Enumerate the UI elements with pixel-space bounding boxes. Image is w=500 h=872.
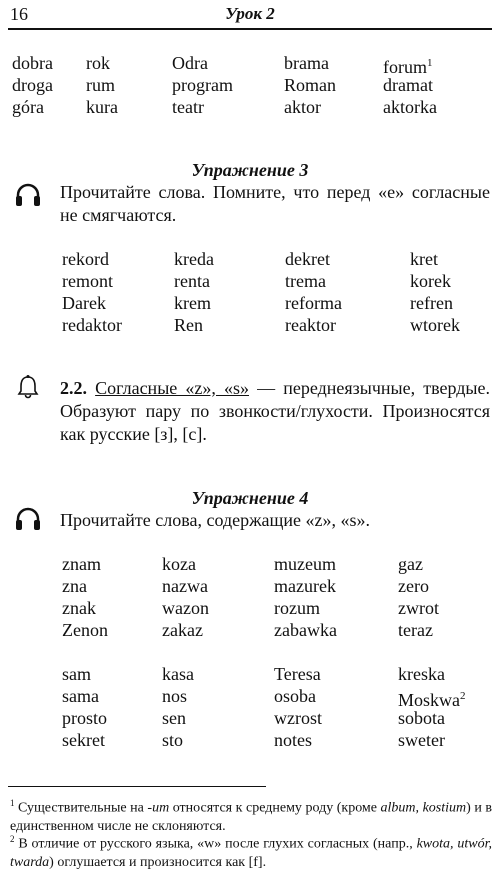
word: sen (162, 708, 186, 728)
word: Teresa (274, 664, 321, 684)
word: refren (410, 293, 453, 313)
footnote-text: относятся к среднему роду (кроме (169, 800, 381, 816)
word: wtorek (410, 315, 460, 335)
footnote-text: Существительные на (14, 800, 148, 816)
word: sobota (398, 708, 445, 728)
footnote-text: ) и в единственном числе не склоняются. (10, 800, 492, 834)
table-row (0, 597, 500, 619)
word: wazon (162, 598, 209, 618)
headphones-icon (14, 506, 42, 537)
footnote-text: ) оглушается и произносится как [f]. (49, 854, 267, 870)
word: prosto (62, 708, 107, 728)
footnote-rule (8, 786, 266, 787)
word: nazwa (162, 576, 208, 596)
word: droga (12, 75, 53, 95)
table-row (0, 96, 500, 118)
word: brama (284, 53, 329, 73)
rule-text: — переднеязычные, твердые. Образуют пару по звонкости/глухости. Произносятся как русские [з], [с]. (60, 378, 490, 444)
word: kreda (174, 249, 214, 269)
word: koza (162, 554, 196, 574)
table-row (0, 553, 500, 575)
rule-term: Согласные «z», «s» (95, 378, 249, 398)
table-row (0, 248, 500, 270)
word: kasa (162, 664, 194, 684)
word: aktor (284, 97, 321, 117)
table-row (0, 292, 500, 314)
footnote-emphasis: album, kostium (380, 800, 467, 816)
word: teatr (172, 97, 204, 117)
word: Odra (172, 53, 208, 73)
word: sam (62, 664, 91, 684)
footnote-emphasis: -um (147, 800, 170, 816)
table-row (0, 314, 500, 336)
word: zero (398, 576, 429, 596)
word: muzeum (274, 554, 336, 574)
word: aktorka (383, 97, 437, 117)
word: wzrost (274, 708, 322, 728)
word: program (172, 75, 233, 95)
word: dramat (383, 75, 433, 95)
word: notes (274, 730, 312, 750)
word: remont (62, 271, 113, 291)
word: Darek (62, 293, 106, 313)
exercise-4-word-table-s (0, 663, 500, 751)
word: kura (86, 97, 118, 117)
table-row (0, 270, 500, 292)
table-row (0, 575, 500, 597)
word: Ren (174, 315, 203, 335)
exercise-3-title: Упражнение 3 (191, 160, 309, 180)
word: sto (162, 730, 184, 750)
top-word-table (0, 52, 500, 118)
word: Zenon (62, 620, 108, 640)
footnote-ref: 2 (460, 690, 466, 702)
table-row (0, 707, 500, 729)
exercise-4-word-table-z (0, 553, 500, 641)
word: kreska (398, 664, 445, 684)
word: zwrot (398, 598, 439, 618)
word: rekord (62, 249, 109, 269)
word: sekret (62, 730, 105, 750)
word: nos (162, 686, 188, 706)
word: dekret (285, 249, 330, 269)
table-row (0, 729, 500, 751)
footnote-marker: 2 (10, 834, 15, 844)
table-row (0, 619, 500, 641)
word: forum (383, 57, 427, 77)
word: zakaz (162, 620, 203, 640)
exercise-4-title: Упражнение 4 (191, 488, 309, 508)
word: teraz (398, 620, 433, 640)
footnote-marker: 1 (10, 798, 15, 808)
word: trema (285, 271, 326, 291)
word: dobra (12, 53, 53, 73)
word: krem (174, 293, 211, 313)
word: zna (62, 576, 87, 596)
footnote-2 (10, 830, 492, 872)
word: sama (62, 686, 99, 706)
word: znam (62, 554, 101, 574)
footnote-ref: 1 (427, 57, 433, 69)
word: rum (86, 75, 115, 95)
footnote-text: В отличие от русского языка, «w» после глухих согласных (напр., (14, 836, 417, 852)
word: gaz (398, 554, 423, 574)
bell-icon (16, 374, 40, 405)
word: góra (12, 97, 44, 117)
word: zabawka (274, 620, 337, 640)
word: znak (62, 598, 96, 618)
word: rozum (274, 598, 320, 618)
table-row (0, 52, 500, 77)
word: reaktor (285, 315, 336, 335)
headphones-icon (14, 182, 42, 213)
word: redaktor (62, 315, 122, 335)
word: osoba (274, 686, 316, 706)
word: kret (410, 249, 438, 269)
word: reforma (285, 293, 342, 313)
exercise-3-instruction: Прочитайте слова. Помните, что перед «е» согласные не смягчаются. (60, 182, 490, 225)
word: mazurek (274, 576, 336, 596)
footnote-emphasis: kwota, utwór, twarda (10, 836, 492, 870)
word: sweter (398, 730, 445, 750)
rule-number: 2.2. (60, 378, 87, 398)
word: rok (86, 53, 110, 73)
word: renta (174, 271, 210, 291)
word: Roman (284, 75, 336, 95)
page-number: 16 (10, 4, 28, 24)
table-row (0, 685, 500, 710)
table-row (0, 663, 500, 685)
header-rule (8, 28, 492, 30)
exercise-4-instruction: Прочитайте слова, содержащие «z», «s». (60, 510, 371, 530)
word: Moskwa (398, 690, 460, 710)
word: korek (410, 271, 451, 291)
exercise-3-word-table (0, 248, 500, 336)
table-row (0, 74, 500, 96)
rule-2-2 (60, 377, 490, 446)
running-title: Урок 2 (225, 4, 275, 23)
